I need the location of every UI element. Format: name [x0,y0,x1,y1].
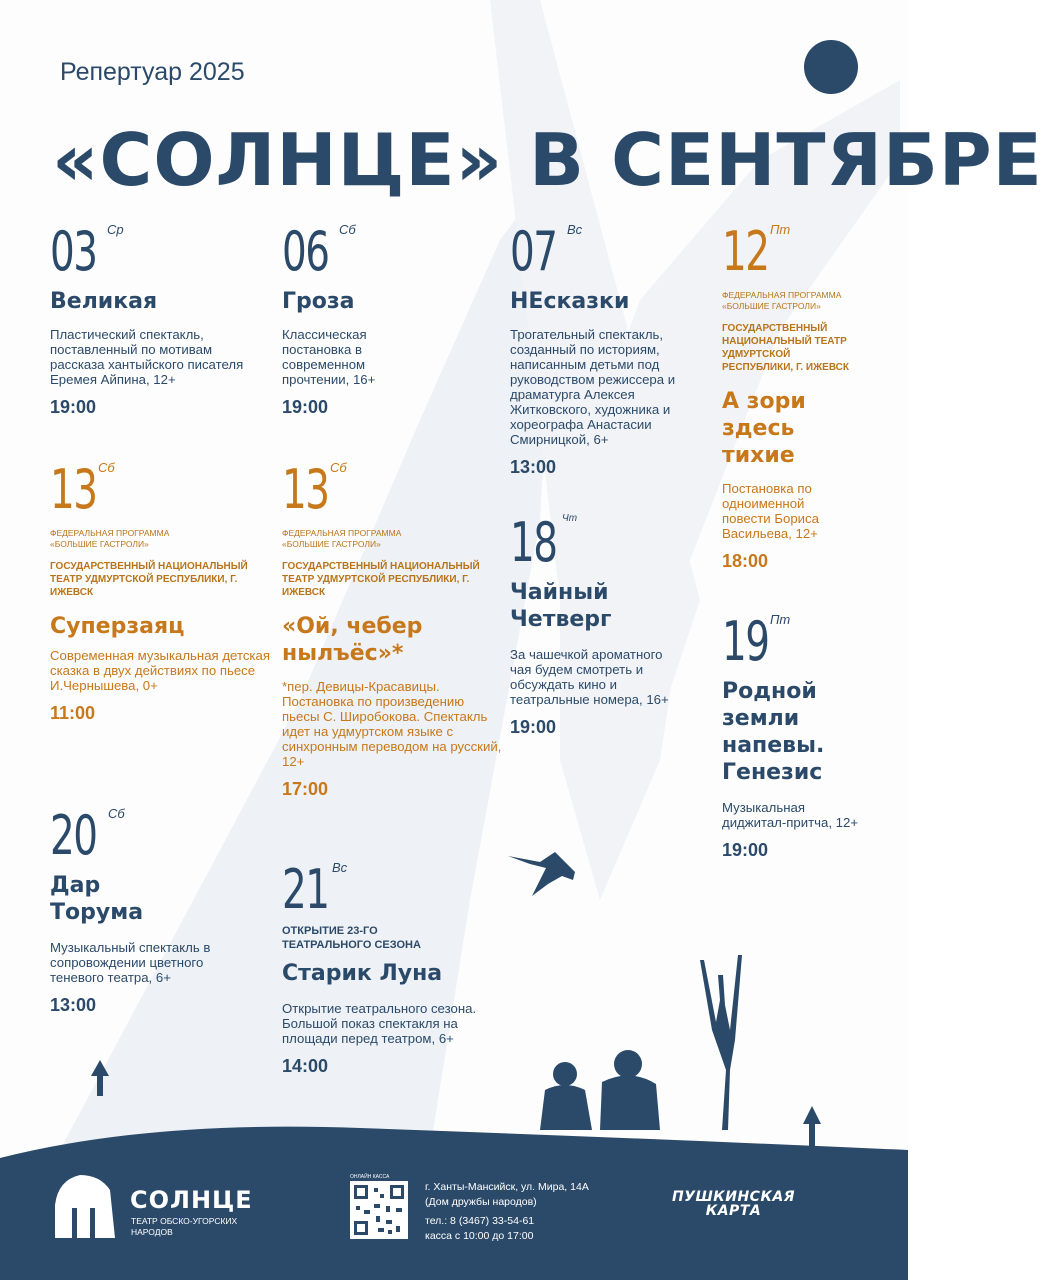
event-date: 20 [50,804,97,867]
event-time: 19:00 [282,397,329,417]
event-title: Великая [50,289,158,314]
event-description: Постановка по одноименной повести Бориса Васильева, 12+ [722,481,819,541]
event-time: 17:00 [282,779,329,799]
event-weekday: Сб [98,460,115,475]
event-title: Старик Луна [282,961,443,986]
event-title: Суперзаяц [50,614,185,639]
theatre-logo-subtitle: ТЕАТР ОБСКО-УГОРСКИХ НАРОДОВ [131,1216,238,1237]
repertoire-subtitle: Репертуар 2025 [60,58,245,86]
event-title: «Ой, чебер нылъёс»* [282,614,423,666]
event-date: 18 [510,511,557,574]
event-card-20 [50,804,250,1016]
event-card-13-oy-cheber [282,458,502,800]
event-date: 19 [722,610,769,673]
tree-icon [803,1106,821,1146]
bird-icon [508,852,575,896]
event-card-03 [50,220,270,418]
event-date: 13 [50,458,97,521]
event-description: Музыкальная диджитал-притча, 12+ [722,800,859,830]
event-title: Чайный Четверг [510,580,612,632]
theatre-address: г. Ханты-Мансийск, ул. Мира, 14А (Дом дружбы народов) [425,1181,589,1208]
federal-program-label: ФЕДЕРАЛЬНАЯ ПРОГРАММА «БОЛЬШИЕ ГАСТРОЛИ» [50,528,170,549]
event-weekday: Чт [562,513,578,524]
season-opening-label: ОТКРЫТИЕ 23-ГО ТЕАТРАЛЬНОГО СЕЗОНА [282,925,421,951]
event-weekday: Сб [108,806,125,821]
event-title: НЕсказки [510,289,630,314]
event-title: Дар Торума [50,873,144,925]
event-date: 13 [282,458,329,521]
federal-program-label: ФЕДЕРАЛЬНАЯ ПРОГРАММА «БОЛЬШИЕ ГАСТРОЛИ» [722,290,842,311]
event-time: 19:00 [510,717,557,737]
branch-tree-icon [700,955,742,1130]
event-weekday: Пт [770,612,791,627]
pushkin-card-logo [672,1190,795,1218]
event-title: А зори здесь тихие [722,389,806,468]
federal-program-label: ФЕДЕРАЛЬНАЯ ПРОГРАММА «БОЛЬШИЕ ГАСТРОЛИ» [282,528,402,549]
event-card-13-superzayats [50,458,270,724]
theatre-phone: тел.: 8 (3467) 33-54-61 [425,1215,535,1227]
event-time: 11:00 [50,703,96,723]
event-date: 06 [282,220,329,283]
qr-code-label: ОНЛАЙН КАССА [350,1174,390,1180]
event-description: Музыкальный спектакль в сопровождении цветного теневого театра, 6+ [50,940,211,985]
event-time: 18:00 [722,551,769,571]
event-title: Родной земли напевы. Генезис [722,679,825,785]
event-time: 14:00 [282,1056,329,1076]
event-description: Классическая постановка в современном прочтении, 16+ [282,327,376,387]
event-description: Открытие театрального сезона. Большой показ спектакля на площади перед театром, 6+ [282,1001,477,1046]
event-date: 03 [50,220,97,283]
event-time: 19:00 [722,840,769,860]
sitting-figures-icon [540,1050,660,1130]
pushkin-card-line2: КАРТА [705,1203,762,1219]
guest-theatre-label: ГОСУДАРСТВЕННЫЙ НАЦИОНАЛЬНЫЙ ТЕАТР УДМУРТСКОЙ РЕСПУБЛИКИ, Г. ИЖЕВСК [722,323,849,373]
event-card-18 [510,511,680,738]
event-weekday: Вс [332,860,348,875]
moon-icon [804,40,858,94]
event-card-07 [510,220,690,478]
event-weekday: Пт [770,222,791,237]
theatre-logo-name: СОЛНЦЕ [130,1186,253,1214]
event-date: 12 [722,220,769,283]
qr-code-icon [350,1181,408,1239]
event-weekday: Сб [330,460,347,475]
guest-theatre-label: ГОСУДАРСТВЕННЫЙ НАЦИОНАЛЬНЫЙ ТЕАТР УДМУРТСКОЙ РЕСПУБЛИКИ, Г. ИЖЕВСК [282,561,480,598]
event-time: 13:00 [50,995,97,1015]
event-time: 19:00 [50,397,97,417]
event-date: 07 [510,220,557,283]
event-time: 13:00 [510,457,557,477]
event-title: Гроза [282,289,355,314]
event-description: Пластический спектакль, поставленный по мотивам рассказа хантыйского писателя Еремея Айпина, 12+ [50,327,244,387]
event-description: *пер. Девицы-Красавицы. Постановка по произведению пьесы С. Широбокова. Спектакль идет на удмуртском языке с синхронным переводом на русский, 12+ [282,679,502,769]
theatre-contacts [425,1214,600,1244]
pushkin-card-line1: ПУШКИНСКАЯ [672,1189,796,1205]
page-title: «СОЛНЦЕ» В СЕНТЯБРЕ [52,118,1043,202]
event-description: Современная музыкальная детская сказка в двух действиях по пьесе И.Чернышева, 0+ [50,648,270,693]
event-card-06 [282,220,412,418]
event-card-19 [722,610,862,861]
event-card-21 [282,858,492,1077]
event-weekday: Сб [339,222,356,237]
guest-theatre-label: ГОСУДАРСТВЕННЫЙ НАЦИОНАЛЬНЫЙ ТЕАТР УДМУРТСКОЙ РЕСПУБЛИКИ, Г. ИЖЕВСК [50,561,248,598]
event-description: За чашечкой ароматного чая будем смотреть и обсуждать кино и театральные номера, 16+ [510,647,669,707]
event-description: Трогательный спектакль, созданный по историям, написанным детьми под руководством режиссера и драматурга Алексея Житковского, художника и хореографа Анастасии Смирницкой, 6+ [510,327,676,447]
event-date: 21 [282,858,329,921]
event-card-12 [722,220,852,572]
event-weekday: Ср [107,222,124,237]
box-office-hours: касса с 10:00 до 17:00 [425,1230,534,1242]
event-weekday: Вс [567,222,583,237]
